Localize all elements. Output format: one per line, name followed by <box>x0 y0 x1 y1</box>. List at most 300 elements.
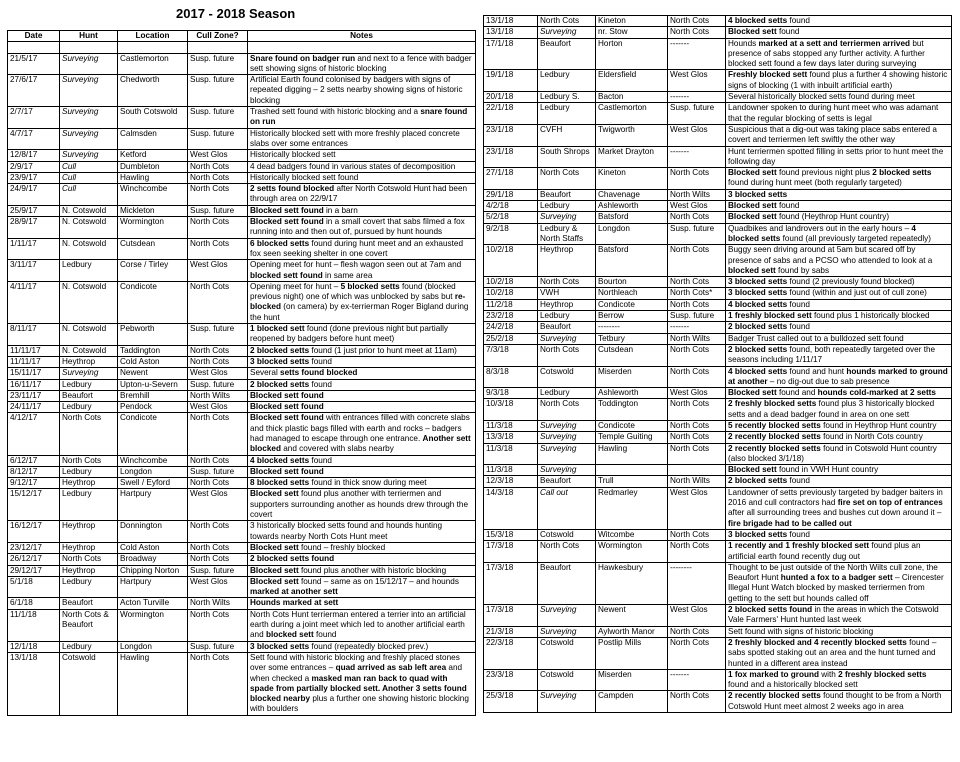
date-cell: 25/9/17 <box>8 205 60 216</box>
location-cell: Chipping Norton <box>118 565 188 576</box>
notes-text: 1 freshly blocked sett <box>728 311 812 321</box>
date-cell: 9/2/18 <box>484 223 538 245</box>
hunt-cell: Beaufort <box>538 476 596 487</box>
location-cell: Horton <box>596 38 668 70</box>
hunt-cell: Ledbury <box>538 70 596 92</box>
notes-text: re-blocked <box>250 292 466 312</box>
notes-cell <box>248 53 476 75</box>
notes-cell <box>726 529 952 540</box>
notes-text: but presence of sabs stopped any further activity. A further blocked sett found a few days later during surveying <box>728 38 925 69</box>
notes-cell <box>726 277 952 288</box>
notes-text: – Cirencester Illegal Hunt Watch blocked by masked terriermen from getting to the sett but hounds called off <box>728 573 944 603</box>
cull-zone-cell: West Glos <box>188 368 248 379</box>
notes-text: found – same as on 15/12/17 – and hounds <box>298 576 459 586</box>
cull-zone-cell: North Cots <box>668 399 726 421</box>
date-cell: 23/12/17 <box>8 542 60 553</box>
cull-zone-cell: West Glos <box>668 388 726 399</box>
date-cell: 29/1/18 <box>484 189 538 200</box>
cull-zone-cell: North Cots <box>668 432 726 443</box>
cull-zone-cell: -------- <box>668 562 726 604</box>
notes-cell <box>726 201 952 212</box>
table-row <box>484 388 952 399</box>
table-row <box>8 402 476 413</box>
table-row <box>484 124 952 146</box>
location-cell: Eldersfield <box>596 70 668 92</box>
cull-zone-cell: Susp. future <box>188 53 248 75</box>
cull-zone-cell: Susp. future <box>188 324 248 346</box>
date-cell: 23/1/18 <box>484 146 538 168</box>
location-cell: Acton Turville <box>118 598 188 609</box>
table-row <box>8 521 476 543</box>
location-cell: Miserden <box>596 669 668 691</box>
hunt-cell: Cull <box>60 172 118 183</box>
notes-text: found plus another with terriermen and supporters surrounding another as hounds drew through the covert <box>250 489 469 520</box>
notes-text: Opening meet for hunt – flesh wagon seen out at 7am and <box>250 260 462 270</box>
cull-zone-cell: Susp. future <box>188 205 248 216</box>
notes-text: found previous night plus <box>776 168 873 178</box>
cull-zone-cell: West Glos <box>668 605 726 627</box>
table-row <box>484 277 952 288</box>
notes-text: found and <box>776 388 818 398</box>
table-row <box>8 576 476 598</box>
notes-text: Historically blocked sett <box>250 150 336 160</box>
table-row <box>484 168 952 190</box>
date-cell: 11/3/18 <box>484 420 538 431</box>
notes-text: found <box>776 201 800 211</box>
location-cell: Postlip Mills <box>596 637 668 669</box>
table-row <box>484 637 952 669</box>
notes-cell <box>248 107 476 129</box>
table-row <box>8 345 476 356</box>
hunt-cell: Cotswold <box>538 637 596 669</box>
hunt-cell: Surveying <box>538 333 596 344</box>
date-cell: 7/3/18 <box>484 344 538 366</box>
notes-cell <box>726 366 952 388</box>
location-cell: Winchcombe <box>118 455 188 466</box>
location-cell: Temple Guiting <box>596 432 668 443</box>
cull-zone-cell: North Cots <box>668 541 726 563</box>
notes-text: in a barn <box>323 205 358 215</box>
location-cell: Calmsden <box>118 128 188 150</box>
hunt-cell: Surveying <box>60 53 118 75</box>
notes-text: blocked sett <box>265 630 314 640</box>
cull-zone-cell: North Cots <box>188 413 248 455</box>
notes-text: found <box>787 322 810 332</box>
hunt-cell: N. Cotswold <box>60 238 118 260</box>
notes-cell <box>726 189 952 200</box>
hunt-cell: Ledbury <box>60 489 118 521</box>
location-cell: Kineton <box>596 16 668 27</box>
cull-zone-cell: North Cots <box>188 161 248 172</box>
location-cell: Aylworth Manor <box>596 626 668 637</box>
notes-text: found plus another with historic blocking <box>298 565 447 575</box>
date-cell: 6/12/17 <box>8 455 60 466</box>
date-cell: 23/11/17 <box>8 390 60 401</box>
cull-zone-cell: North Wilts <box>668 476 726 487</box>
location-cell: Pebworth <box>118 324 188 346</box>
notes-cell <box>248 521 476 543</box>
notes-text: North Cots Hunt terrierman entered a terrier into an artificial earth during a joint meet which led to another artificial earth and <box>250 609 466 640</box>
cull-zone-cell: North Cots <box>668 212 726 223</box>
hunt-cell: Cotswold <box>538 669 596 691</box>
hunt-cell: Heythrop <box>60 521 118 543</box>
date-cell: 28/9/17 <box>8 217 60 239</box>
location-cell <box>118 42 188 53</box>
location-cell: Mickleton <box>118 205 188 216</box>
cull-zone-cell: North Cots <box>668 529 726 540</box>
notes-text: Landowner of setts previously targeted by badger baiters in 2016 and cull contractors had <box>728 487 943 508</box>
date-cell: 23/1/18 <box>484 124 538 146</box>
notes-text: found (done previous night but partially reopened by badgers before hunt meet) <box>250 324 448 344</box>
hunt-cell: North Cots <box>538 168 596 190</box>
notes-cell <box>726 562 952 604</box>
table-row <box>484 92 952 103</box>
cull-zone-cell: North Cots <box>188 652 248 715</box>
location-cell: Bourton <box>596 277 668 288</box>
hunt-cell: Heythrop <box>60 565 118 576</box>
date-cell: 29/12/17 <box>8 565 60 576</box>
date-cell: 2/7/17 <box>8 107 60 129</box>
notes-text: found in thick snow during meet <box>309 478 427 488</box>
date-cell: 24/11/17 <box>8 402 60 413</box>
notes-text: Quadbikes and landrovers out in the early hours – <box>728 223 912 233</box>
cull-zone-cell: North Cots* <box>668 288 726 299</box>
hunt-cell: Ledbury <box>60 466 118 477</box>
date-cell: 4/11/17 <box>8 281 60 323</box>
table-row <box>8 554 476 565</box>
date-cell: 11/3/18 <box>484 443 538 465</box>
location-cell: Berrow <box>596 311 668 322</box>
date-cell: 4/12/17 <box>8 413 60 455</box>
hunt-cell: Beaufort <box>538 322 596 333</box>
notes-text: 3 blocked setts <box>728 529 788 539</box>
notes-text: 3 blocked setts <box>728 189 788 199</box>
location-cell: Wormington <box>596 541 668 563</box>
notes-cell <box>726 388 952 399</box>
cull-zone-cell: North Cots <box>188 521 248 543</box>
cull-zone-cell: West Glos <box>188 576 248 598</box>
header-row <box>8 31 476 42</box>
cull-zone-cell: Susp. future <box>668 311 726 322</box>
notes-text: 2 blocked setts found <box>728 605 813 615</box>
notes-text: 2 blocked setts <box>728 476 788 486</box>
notes-cell <box>248 172 476 183</box>
notes-text: found and hunt <box>787 366 847 376</box>
hunt-cell: Surveying <box>538 27 596 38</box>
date-cell: 15/3/18 <box>484 529 538 540</box>
hunt-cell: Surveying <box>538 420 596 431</box>
hunt-cell: Surveying <box>538 626 596 637</box>
location-cell: Redmarley <box>596 487 668 529</box>
notes-text: found (1 just prior to hunt meet at 11am) <box>309 345 457 355</box>
notes-text: Blocked sett <box>728 212 777 222</box>
notes-cell <box>248 390 476 401</box>
notes-text: and next to a fence with badger sett showing signs of historic blocking <box>250 53 472 73</box>
hunt-cell: Heythrop <box>538 245 596 277</box>
notes-text: found plus a further 4 showing historic signs of blocking (1 with inbuilt artificial earth) <box>728 70 948 90</box>
location-cell: Batsford <box>596 245 668 277</box>
table-row <box>484 669 952 691</box>
cull-zone-cell: North Cots <box>668 637 726 669</box>
table-row <box>8 53 476 75</box>
table-row <box>8 238 476 260</box>
date-cell: 27/1/18 <box>484 168 538 190</box>
notes-text: found (all previously targeted repeatedly) <box>780 233 931 243</box>
cull-zone-cell: ------- <box>668 92 726 103</box>
location-cell: Hawling <box>118 172 188 183</box>
notes-text: Blocked sett <box>250 542 299 552</box>
cull-zone-cell: ------- <box>668 38 726 70</box>
hunt-cell: N. Cotswold <box>60 217 118 239</box>
notes-cell <box>726 432 952 443</box>
hunt-cell: Surveying <box>60 368 118 379</box>
cull-zone-cell: North Cots <box>668 366 726 388</box>
notes-text: Blocked sett found <box>250 390 324 400</box>
hunt-cell: N. Cotswold <box>60 281 118 323</box>
notes-text: with entrances filled with concrete slabs and thick plastic bags filled with earth and rocks – badgers had managed to escape through one entrance. <box>250 413 470 443</box>
notes-cell <box>248 217 476 239</box>
date-cell: 11/2/18 <box>484 299 538 310</box>
date-cell: 11/1/18 <box>8 609 60 641</box>
cull-zone-cell: Susp. future <box>188 75 248 107</box>
hunt-cell: North Cots <box>60 455 118 466</box>
hunt-cell: Beaufort <box>538 38 596 70</box>
notes-cell <box>726 27 952 38</box>
notes-text: found <box>787 529 810 539</box>
hunt-cell: North Cots <box>538 16 596 27</box>
notes-text: 2 freshly blocked and 4 recently blocked setts <box>728 637 907 647</box>
hunt-cell: N. Cotswold <box>60 345 118 356</box>
notes-text: Suspicious that a dig-out was taking place sabs entered a covert and terriermen left swiftly the other way <box>728 124 937 145</box>
hunt-cell: Ledbury <box>538 311 596 322</box>
notes-cell <box>248 641 476 652</box>
location-cell: Chedworth <box>118 75 188 107</box>
notes-text: 4 blocked setts <box>250 455 310 465</box>
date-cell: 21/5/17 <box>8 53 60 75</box>
date-cell: 14/3/18 <box>484 487 538 529</box>
left-table-body <box>8 42 476 715</box>
left-table <box>7 30 476 716</box>
notes-text: Thought to be just outside of the North Wilts cull zone, the Beaufort Hunt <box>728 562 938 583</box>
hunt-cell: Surveying <box>60 107 118 129</box>
hunt-cell: Ledbury <box>538 388 596 399</box>
location-cell: Wormington <box>118 217 188 239</box>
notes-text: 2 recently blocked setts <box>728 443 821 453</box>
date-cell: 13/3/18 <box>484 432 538 443</box>
cull-zone-cell: Susp. future <box>188 128 248 150</box>
notes-cell <box>248 542 476 553</box>
notes-cell <box>726 311 952 322</box>
location-cell: Campden <box>596 691 668 713</box>
date-cell: 15/12/17 <box>8 489 60 521</box>
hunt-cell: Call out <box>538 487 596 529</box>
table-row <box>484 223 952 245</box>
notes-text: found in North Cots country <box>820 432 923 442</box>
notes-text: 4 blocked setts <box>728 366 788 376</box>
notes-text: found, both repeatedly targeted over the seasons including 1/11/17 <box>728 344 936 365</box>
notes-cell <box>726 420 952 431</box>
cull-zone-cell: North Cots <box>188 172 248 183</box>
cull-zone-cell: North Cots <box>668 27 726 38</box>
notes-cell <box>248 379 476 390</box>
date-cell: 9/12/17 <box>8 478 60 489</box>
table-row <box>8 478 476 489</box>
table-row <box>8 217 476 239</box>
cull-zone-cell: ------- <box>668 322 726 333</box>
location-cell: Wormington <box>118 609 188 641</box>
cull-zone-cell: West Glos <box>188 150 248 161</box>
hunt-cell: North Cots & Beaufort <box>60 609 118 641</box>
notes-text: found during hunt meet and an exhausted fox seen seeking shelter in one covert <box>250 238 464 258</box>
notes-text: found <box>309 379 332 389</box>
table-row <box>8 565 476 576</box>
notes-text: found <box>309 356 332 366</box>
cull-zone-cell: North Cots <box>668 16 726 27</box>
notes-text: found (blocked previous night) one of which was unblocked by sabs but <box>250 281 456 302</box>
date-cell: 11/11/17 <box>8 356 60 367</box>
table-row <box>484 70 952 92</box>
location-cell: Newent <box>596 605 668 627</box>
hunt-cell: Ledbury <box>60 260 118 282</box>
notes-text: masked man ran back to quad with spade from partially blocked sett. Another 3 setts found blocked nearby <box>250 673 467 704</box>
table-row <box>8 379 476 390</box>
hunt-cell: Heythrop <box>60 478 118 489</box>
table-row <box>484 311 952 322</box>
notes-cell <box>248 238 476 260</box>
table-row <box>484 344 952 366</box>
date-cell: 16/11/17 <box>8 379 60 390</box>
notes-text: Blocked sett <box>250 565 299 575</box>
table-row <box>484 626 952 637</box>
notes-cell <box>248 161 476 172</box>
date-cell: 13/1/18 <box>484 27 538 38</box>
location-cell: Cold Aston <box>118 356 188 367</box>
notes-text: Hounds marked at sett <box>250 598 339 608</box>
cull-zone-cell: West Glos <box>668 201 726 212</box>
date-cell: 25/2/18 <box>484 333 538 344</box>
location-cell: Cutsdean <box>118 238 188 260</box>
cull-zone-cell: North Cots <box>188 542 248 553</box>
header-hunt: Hunt <box>60 31 118 42</box>
notes-text: 2 freshly blocked setts <box>838 669 927 679</box>
notes-text: and covered with slabs nearby <box>280 444 394 454</box>
cull-zone-cell: West Glos <box>188 260 248 282</box>
notes-text: in same area <box>322 270 373 280</box>
notes-cell <box>248 150 476 161</box>
date-cell: 20/1/18 <box>484 92 538 103</box>
table-row <box>8 107 476 129</box>
page-title: 2017 - 2018 Season <box>176 6 296 21</box>
date-cell: 24/2/18 <box>484 322 538 333</box>
location-cell: Dumbleton <box>118 161 188 172</box>
location-cell: Longdon <box>596 223 668 245</box>
notes-text: 5 recently blocked setts <box>728 420 821 430</box>
notes-text: found <box>776 27 800 37</box>
notes-text: blocked sett <box>728 265 776 275</box>
date-cell: 21/3/18 <box>484 626 538 637</box>
table-row <box>8 489 476 521</box>
notes-cell <box>726 465 952 476</box>
notes-text: 2 blocked setts <box>250 379 310 389</box>
table-row <box>484 465 952 476</box>
date-cell: 10/3/18 <box>484 399 538 421</box>
date-cell: 12/1/18 <box>8 641 60 652</box>
notes-text: found (within and just out of cull zone) <box>787 288 927 298</box>
table-row <box>484 432 952 443</box>
hunt-cell: Beaufort <box>538 189 596 200</box>
notes-text: found in VWH Hunt country <box>776 465 879 475</box>
notes-text: Another sett blocked <box>250 433 471 454</box>
notes-cell <box>248 184 476 206</box>
table-row <box>484 487 952 529</box>
table-row <box>8 260 476 282</box>
header-cull-zone: Cull Zone? <box>188 31 248 42</box>
table-row <box>484 212 952 223</box>
location-cell: Miserden <box>596 366 668 388</box>
notes-cell <box>248 598 476 609</box>
notes-text: fire set on top of entrances <box>837 498 943 508</box>
notes-text: 2 setts found blocked <box>250 184 335 194</box>
hunt-cell: Beaufort <box>60 390 118 401</box>
table-row <box>484 529 952 540</box>
date-cell: 2/9/17 <box>8 161 60 172</box>
notes-text: found thought to be from a North Cotswold Hunt meet almost 2 weeks ago in area <box>728 691 942 711</box>
notes-cell <box>726 637 952 669</box>
location-cell: Trull <box>596 476 668 487</box>
location-cell: -------- <box>596 322 668 333</box>
location-cell: Condicote <box>118 413 188 455</box>
notes-text: found by sabs <box>775 265 830 275</box>
cull-zone-cell: North Cots <box>188 356 248 367</box>
notes-text: found <box>313 630 337 640</box>
notes-cell <box>726 168 952 190</box>
notes-text: Snare found on badger run <box>250 53 356 63</box>
table-row <box>484 322 952 333</box>
notes-text: Trashed sett found with historic blocking and a <box>250 107 421 117</box>
location-cell: Cutsdean <box>596 344 668 366</box>
location-cell: Twigworth <box>596 124 668 146</box>
notes-text: found and a historically blocked sett <box>728 680 858 690</box>
notes-text: Badger Trust called out to a bulldozed sett found <box>728 333 904 343</box>
table-row <box>8 150 476 161</box>
hunt-cell: North Cots <box>538 344 596 366</box>
hunt-cell: North Cots <box>538 541 596 563</box>
notes-cell <box>248 345 476 356</box>
table-row <box>484 189 952 200</box>
hunt-cell <box>60 42 118 53</box>
notes-text: Blocked sett <box>728 27 777 37</box>
table-row <box>8 542 476 553</box>
notes-text: 3 blocked setts <box>250 641 310 651</box>
notes-cell <box>248 368 476 379</box>
location-cell: nr. Stow <box>596 27 668 38</box>
location-cell: Cold Aston <box>118 542 188 553</box>
table-row <box>484 691 952 713</box>
table-row <box>484 476 952 487</box>
notes-text: Blocked sett found <box>250 466 324 476</box>
hunt-cell: CVFH <box>538 124 596 146</box>
hunt-cell: Cotswold <box>538 529 596 540</box>
date-cell: 12/3/18 <box>484 476 538 487</box>
notes-text: found – sabs spotted staking out an area and the hunt turned and hunted in a different area instead <box>728 637 937 668</box>
notes-cell <box>248 281 476 323</box>
cull-zone-cell: North Wilts <box>188 598 248 609</box>
notes-text: with <box>818 669 839 679</box>
table-row <box>484 541 952 563</box>
location-cell: Condicote <box>596 420 668 431</box>
notes-cell <box>726 322 952 333</box>
location-cell: Ketford <box>118 150 188 161</box>
